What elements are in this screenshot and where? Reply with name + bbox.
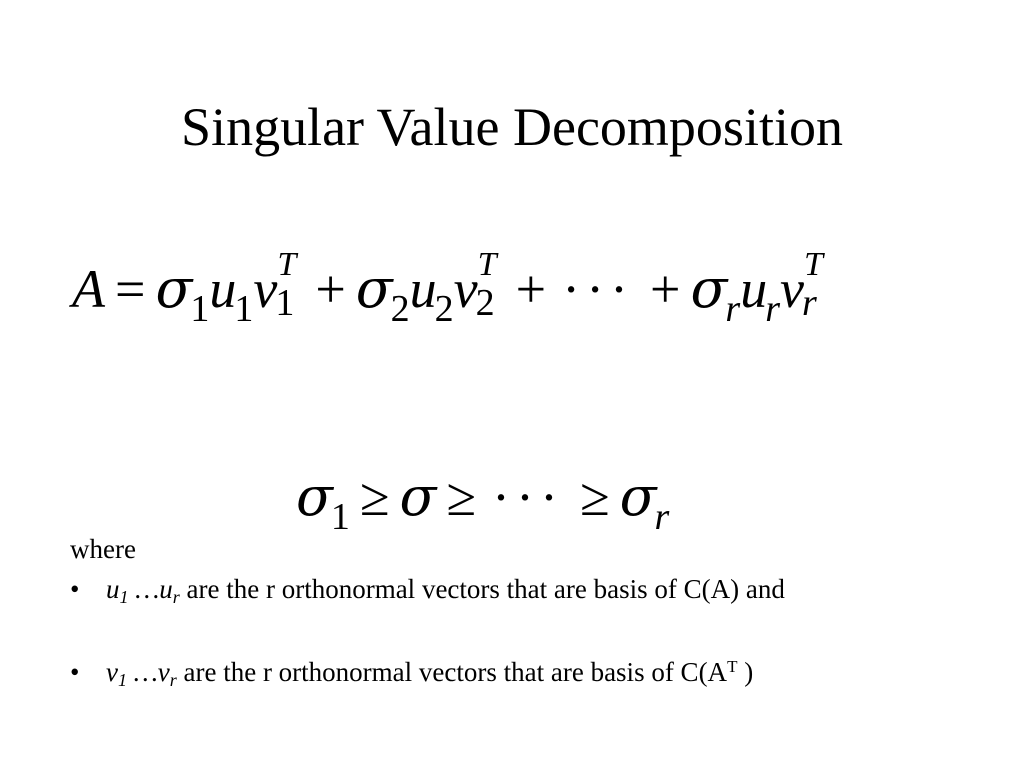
bullet-u-vectors xyxy=(70,576,785,606)
subscript-1: 1 xyxy=(330,496,350,538)
transpose-superscript: T xyxy=(803,246,823,283)
where-label: where xyxy=(70,534,136,564)
sub-sup-stack xyxy=(475,246,506,324)
v-var: v xyxy=(106,657,118,687)
ellipsis: … xyxy=(126,657,158,687)
ellipsis: ··· xyxy=(562,259,635,319)
plus-sign: + xyxy=(315,259,346,319)
subscript-r: r xyxy=(169,670,177,690)
bullet-icon: • xyxy=(70,574,80,604)
sigma-symbol: σ xyxy=(399,465,437,528)
u-symbol: u xyxy=(209,259,237,319)
geq-sign: ≥ xyxy=(446,467,477,527)
sigma-symbol: σ xyxy=(355,257,393,320)
subscript-2: 2 xyxy=(475,282,495,324)
subscript-1: 1 xyxy=(190,288,210,330)
singular-value-ordering-equation xyxy=(296,465,670,538)
subscript-r: r xyxy=(801,282,817,324)
v-symbol: v xyxy=(779,259,804,319)
sigma-symbol: σ xyxy=(690,257,728,320)
transpose-superscript: T xyxy=(477,246,497,283)
subscript-2: 2 xyxy=(390,288,410,330)
subscript-r: r xyxy=(725,288,741,330)
ellipsis: ··· xyxy=(492,467,564,527)
sigma-symbol: σ xyxy=(155,257,193,320)
subscript-r: r xyxy=(172,587,180,607)
svd-expansion-equation xyxy=(72,246,832,330)
geq-sign: ≥ xyxy=(359,467,390,527)
sub-sup-stack xyxy=(275,246,305,324)
transpose-superscript: T xyxy=(277,246,297,283)
subscript-1: 1 xyxy=(234,288,254,330)
slide-title: Singular Value Decomposition xyxy=(181,97,843,157)
sigma-symbol: σ xyxy=(296,465,333,528)
subscript-2: 2 xyxy=(434,288,454,330)
matrix-a-symbol: A xyxy=(72,259,105,319)
subscript-1: 1 xyxy=(119,587,129,607)
subscript-r: r xyxy=(654,496,670,538)
v-symbol: v xyxy=(453,259,478,319)
u-var: u xyxy=(106,574,120,604)
sub-sup-stack xyxy=(801,246,832,324)
bullet-v-vectors xyxy=(70,658,753,689)
v-symbol: v xyxy=(253,259,278,319)
u-symbol: u xyxy=(409,259,437,319)
bullet-v-text: are the r orthonormal vectors that are basis of C(A xyxy=(176,657,728,687)
transpose-superscript: T xyxy=(727,657,738,676)
subscript-1: 1 xyxy=(275,282,295,324)
subscript-r: r xyxy=(765,288,780,330)
subscript-1: 1 xyxy=(117,670,127,690)
plus-sign: + xyxy=(650,259,681,319)
ellipsis: … xyxy=(128,574,160,604)
sigma-symbol: σ xyxy=(619,465,657,528)
equals-sign: = xyxy=(115,259,146,319)
u-symbol: u xyxy=(740,259,768,319)
plus-sign: + xyxy=(515,259,547,319)
u-var: u xyxy=(159,574,173,604)
bullet-icon: • xyxy=(70,657,80,687)
closing-paren: ) xyxy=(737,657,754,687)
geq-sign: ≥ xyxy=(579,467,610,527)
bullet-u-text: are the r orthonormal vectors that are basis of C(A) and xyxy=(179,574,785,604)
v-var: v xyxy=(157,657,170,687)
